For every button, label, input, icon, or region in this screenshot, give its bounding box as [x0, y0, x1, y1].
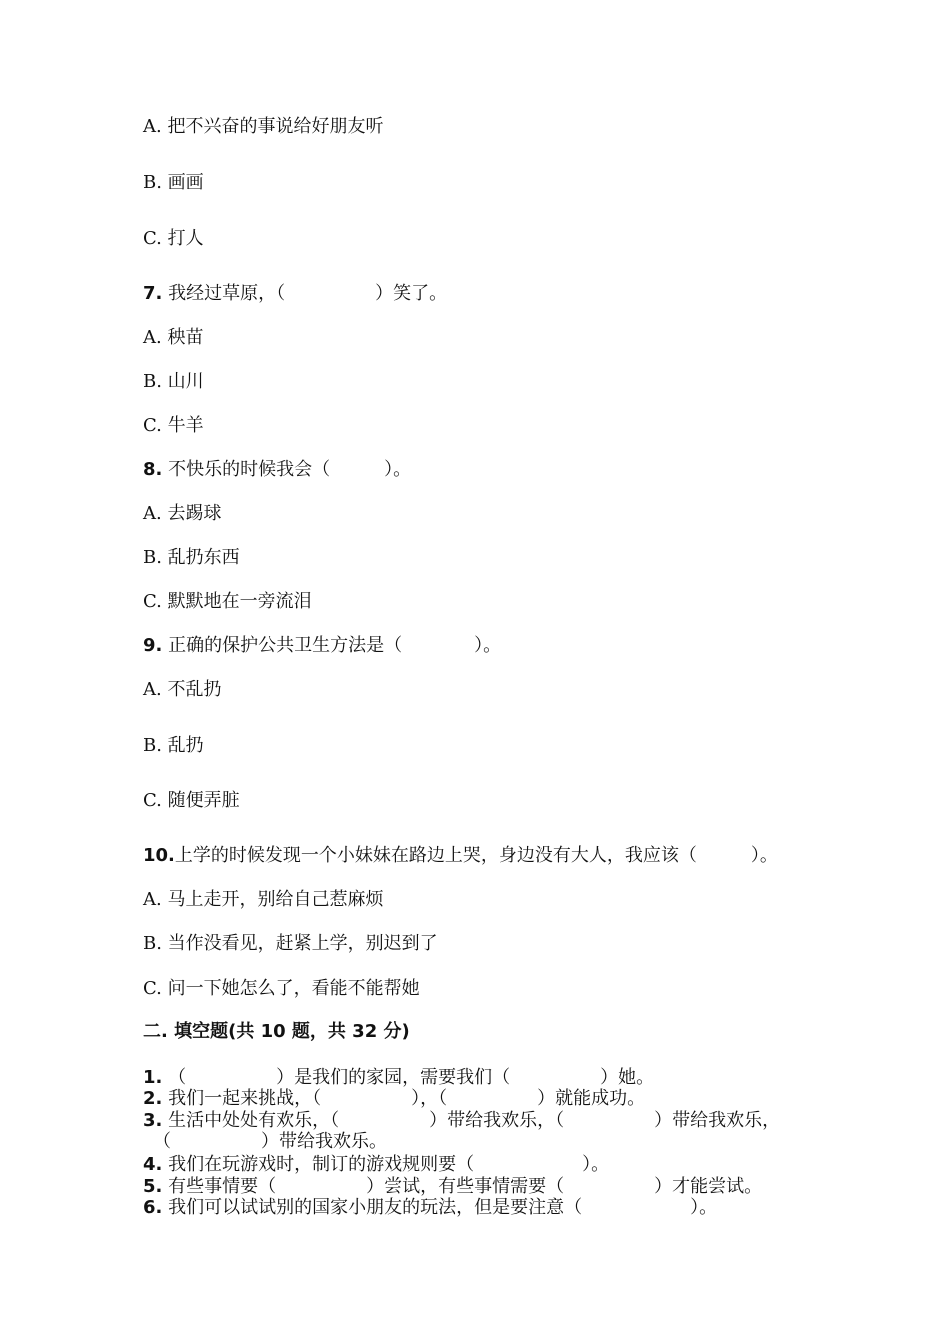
item-text: 我们可以试试别的国家小朋友的玩法，但是要注意（ ）。: [168, 1197, 718, 1218]
item-text: 有些事情要（ ）尝试，有些事情需要（ ）才能尝试。: [168, 1176, 763, 1197]
q6-option-c: C. 打人: [143, 228, 204, 249]
q8-option-a: A. 去踢球: [143, 503, 222, 524]
item-number: 4.: [143, 1154, 163, 1175]
item-number: 3.: [143, 1110, 163, 1131]
q7-option-c: C. 牛羊: [143, 415, 204, 436]
question-number: 8.: [143, 459, 163, 480]
fill-item-5: [143, 1176, 762, 1198]
item-text: 生活中处处有欢乐，（ ）带给我欢乐，（ ）带给我欢乐，: [168, 1110, 781, 1131]
question-9: [143, 635, 501, 657]
item-number: 6.: [143, 1197, 163, 1218]
question-number: 9.: [143, 635, 163, 656]
question-text: 不快乐的时候我会（ ）。: [168, 459, 412, 480]
item-number: 1.: [143, 1067, 163, 1088]
item-text: 我们在玩游戏时，制订的游戏规则要（ ）。: [168, 1154, 610, 1175]
q10-option-c: C. 问一下她怎么了，看能不能帮她: [143, 978, 420, 999]
question-text: 正确的保护公共卫生方法是（ ）。: [168, 635, 502, 656]
q9-option-c: C. 随便弄脏: [143, 790, 240, 811]
q8-option-c: C. 默默地在一旁流泪: [143, 591, 312, 612]
q8-option-b: B. 乱扔东西: [143, 547, 240, 568]
fill-item-3: [143, 1110, 780, 1132]
section-heading: 二. 填空题(共 10 题，共 32 分): [143, 1021, 410, 1042]
item-text: （ ）带给我欢乐。: [153, 1131, 387, 1152]
q9-option-b: B. 乱扔: [143, 735, 204, 756]
question-7: [143, 283, 447, 305]
q6-option-b: B. 画画: [143, 172, 204, 193]
question-number: 7.: [143, 283, 163, 304]
item-number: 5.: [143, 1176, 163, 1197]
question-number: 10.: [143, 845, 175, 866]
q9-option-a: A. 不乱扔: [143, 679, 222, 700]
question-10: [143, 845, 778, 867]
item-text: 我们一起来挑战，（ ），（ ）就能成功。: [168, 1088, 646, 1109]
question-text: 我经过草原，（ ）笑了。: [168, 283, 448, 304]
fill-item-4: [143, 1154, 609, 1176]
q10-option-a: A. 马上走开，别给自己惹麻烦: [143, 889, 384, 910]
fill-item-2: [143, 1088, 645, 1110]
item-text: （ ）是我们的家园，需要我们（ ）她。: [168, 1067, 655, 1088]
fill-item-3-continued: [153, 1131, 387, 1153]
fill-item-6: [143, 1197, 717, 1219]
q7-option-b: B. 山川: [143, 371, 204, 392]
question-8: [143, 459, 411, 481]
q7-option-a: A. 秧苗: [143, 327, 204, 348]
item-number: 2.: [143, 1088, 163, 1109]
q10-option-b: B. 当作没看见，赶紧上学，别迟到了: [143, 933, 438, 954]
fill-item-1: [143, 1067, 654, 1089]
q6-option-a: A. 把不兴奋的事说给好朋友听: [143, 116, 384, 137]
question-text: 上学的时候发现一个小妹妹在路边上哭，身边没有大人，我应该（ ）。: [174, 845, 778, 866]
